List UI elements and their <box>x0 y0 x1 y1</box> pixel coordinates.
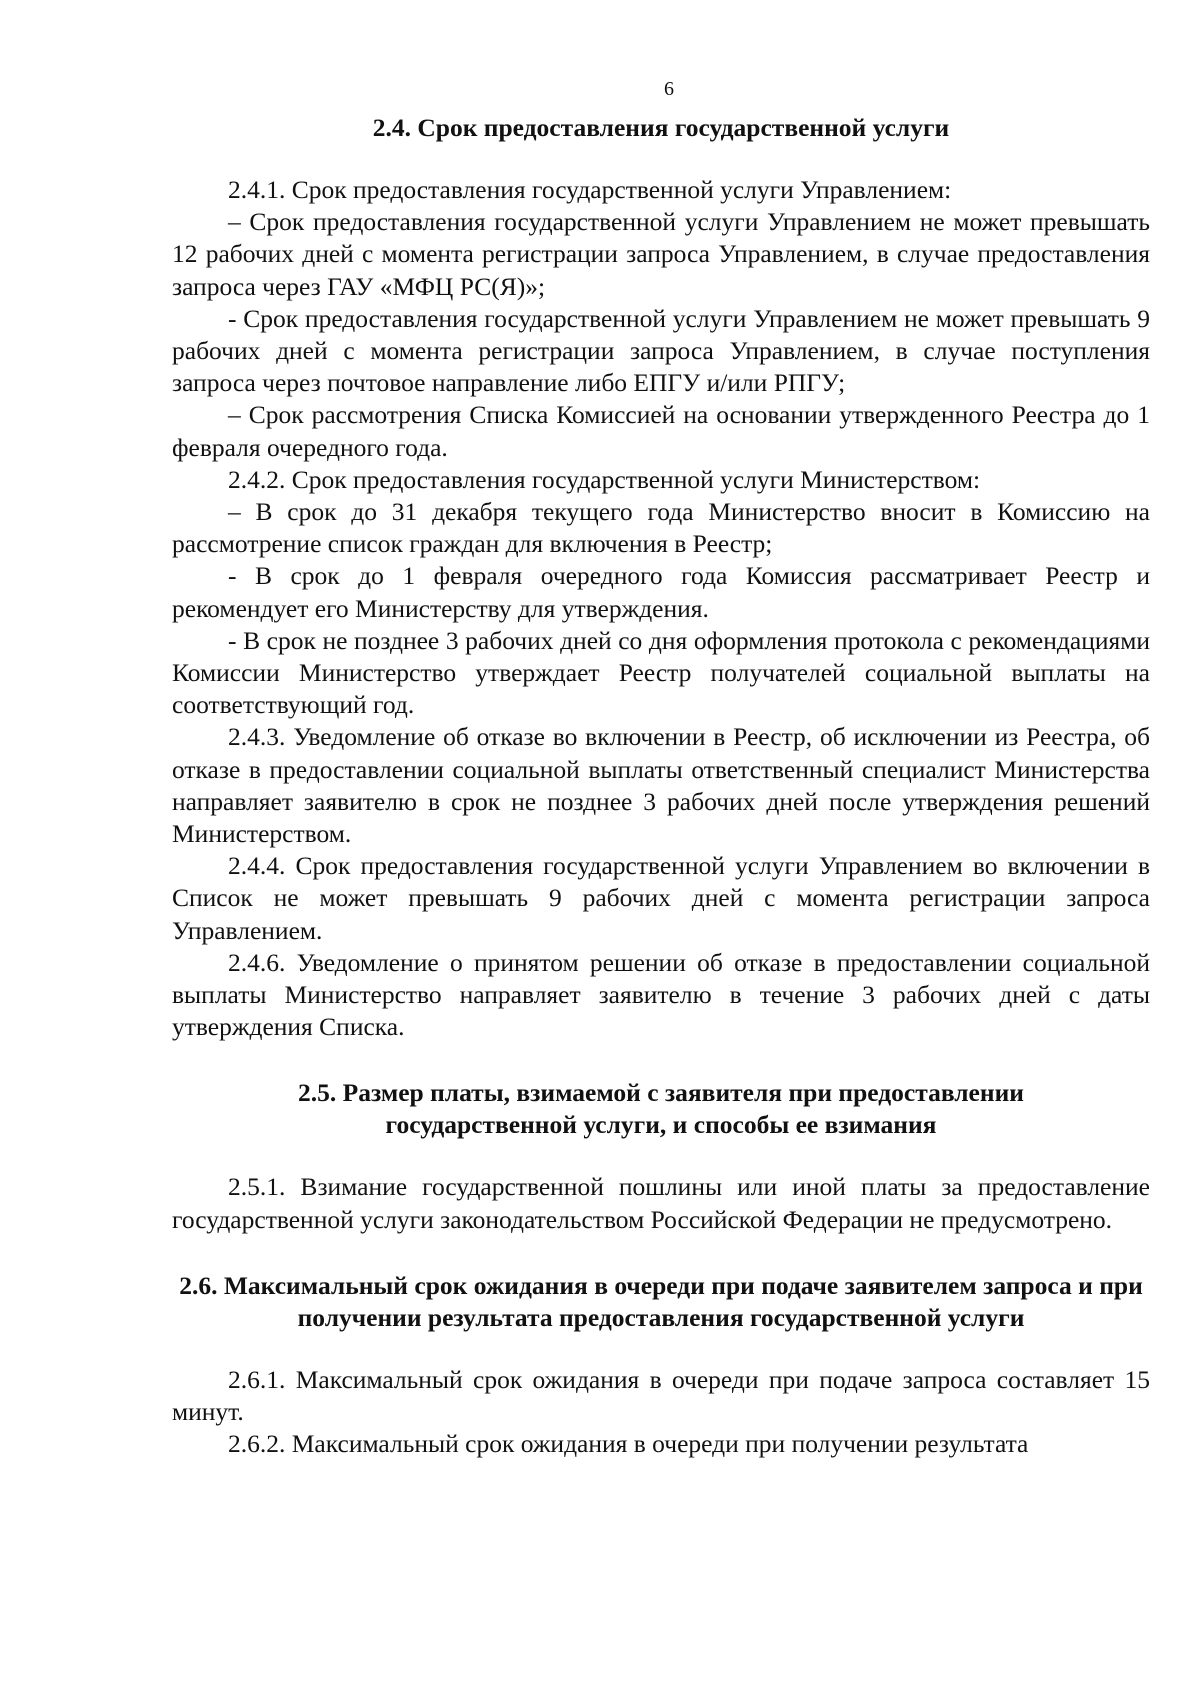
paragraph-2-6-2: 2.6.2. Максимальный срок ожидания в очереди при получении результата <box>228 1429 1029 1459</box>
paragraph-2-4-1: 2.4.1. Срок предоставления государственной услуги Управлением: <box>228 175 952 204</box>
paragraph-term-protocol: - В срок не позднее 3 рабочих дней со дня оформления протокола с рекомендациями Комиссии Министерство утверждает Реестр получателей социальной выплаты на соответствующий год. <box>172 625 1150 720</box>
section-heading-2-4: 2.4. Срок предоставления государственной услуги <box>372 113 950 142</box>
paragraph-term-december: – В срок до 31 декабря текущего года Министерство вносит в Комиссию на рассмотрение список граждан для включения в Реестр; <box>172 497 1150 559</box>
section-2-5 <box>172 1077 1150 1235</box>
paragraph-term-february: - В срок до 1 февраля очередного года Комиссия рассматривает Реестр и рекомендует его Министерству для утверждения. <box>172 561 1150 623</box>
document-page <box>172 76 1150 1461</box>
paragraph-term-post-epgu: - Срок предоставления государственной услуги Управлением не может превышать 9 рабочих дней с момента регистрации запроса Управлением, в случае поступления запроса через почтовое направление либо ЕПГУ и/или РПГУ; <box>172 303 1150 398</box>
paragraph-term-mfc: – Срок предоставления государственной услуги Управлением не может превышать 12 рабочих дней с момента регистрации запроса Управлением, в случае предоставления запроса через ГАУ «МФЦ РС(Я)»; <box>172 207 1150 301</box>
paragraph-2-4-6: 2.4.6. Уведомление о принятом решении об отказе в предоставлении социальной выплаты Министерство направляет заявителю в течение 3 рабочих дней с даты утверждения Списка. <box>172 947 1150 1042</box>
section-2-6 <box>172 1270 1150 1461</box>
page-number: 6 <box>664 78 674 100</box>
paragraph-2-6-1: 2.6.1. Максимальный срок ожидания в очереди при подаче запроса составляет 15 минут. <box>172 1364 1150 1427</box>
paragraph-2-5-1: 2.5.1. Взимание государственной пошлины или иной платы за предоставление государственной услуги законодательством Российской Федерации не предусмотрено. <box>172 1172 1150 1234</box>
paragraph-2-4-3: 2.4.3. Уведомление об отказе во включении в Реестр, об исключении из Реестра, об отказе в предоставлении социальной выплаты ответственный специалист Министерства направляет заявителю в срок не позднее 3 рабочих дней после утверждения решений Министерством. <box>172 722 1150 849</box>
section-heading-2-5: 2.5. Размер платы, взимаемой с заявителя при предоставлении государственной услуги, и способы ее взимания <box>298 1078 1024 1140</box>
paragraph-2-4-2: 2.4.2. Срок предоставления государственной услуги Министерством: <box>228 464 981 494</box>
paragraph-term-commission: – Срок рассмотрения Списка Комиссией на основании утвержденного Реестра до 1 февраля очередного года. <box>172 400 1150 462</box>
section-2-4 <box>172 112 1150 1043</box>
section-heading-2-6: 2.6. Максимальный срок ожидания в очереди при подаче заявителем запроса и при получении результата предоставления государственной услуги <box>179 1270 1143 1332</box>
paragraph-2-4-4: 2.4.4. Срок предоставления государственной услуги Управлением во включении в Список не может превышать 9 рабочих дней с момента регистрации запроса Управлением. <box>172 851 1150 945</box>
